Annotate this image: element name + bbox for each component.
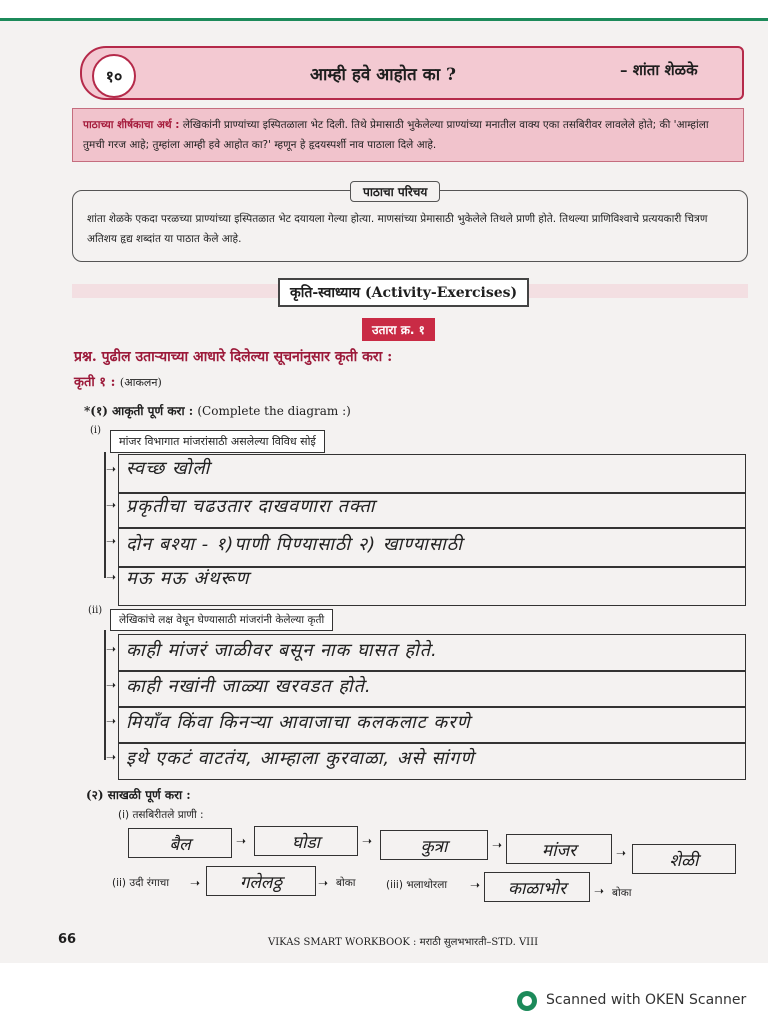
chain-answer: घोडा [292,832,320,853]
chain-i-label: (i) तसबिरीतले प्राणी : [118,809,204,821]
diagram-ii-answer: काही मांजरं जाळीवर बसून नाक घासत होते. [126,640,438,661]
intro-tag: पाठाचा परिचय [350,181,440,202]
lesson-number: १० [92,54,136,98]
instruction-complete-chain: (२) साखळी पूर्ण करा : [86,788,191,802]
chain-iii-end: बोका [612,887,632,899]
question-text: प्रश्न. पुढील उताऱ्याच्या आधारे दिलेल्या सूचनांनुसार कृती करा : [74,349,393,365]
chain-answer: शेळी [669,850,699,871]
book-footer: VIKAS SMART WORKBOOK : मराठी सुलभभारती–STD. VIII [268,937,539,948]
arrow-icon: ➝ [106,534,117,548]
scanner-watermark: Scanned with OKEN Scanner [546,992,747,1008]
meaning-text: लेखिकांनी प्राण्यांच्या इस्पितळाला भेट दिली. तिथे प्रेमासाठी भुकेलेल्या प्राण्यांच्या मनातील वाक्य एका तसबिरीवर लावलेले होते; की 'आम्हांला तुमची गरज आहे; तुम्हांला आम्ही हवे आहोत का?' म्हणून हे हृदयस्पर्शी नाव पाठाला दिले आहे. [83,119,709,151]
arrow-icon: ➝ [106,642,117,656]
kruti-number: कृती १ : [74,375,116,390]
diagram-i-answer: दोन बश्या - १)पाणी पिण्यासाठी २) खाण्यासाठी [126,534,463,555]
diagram-i-heading: मांजर विभागात मांजरांसाठी असलेल्या विविध सोई [110,430,325,453]
arrow-icon: ➝ [594,884,605,898]
scanner-logo-icon [516,990,538,1012]
passage-tag: उतारा क्र. १ [362,318,435,341]
meaning-heading: पाठाच्या शीर्षकाचा अर्थ : [83,119,180,131]
diagram-ii-answer: काही नखांनी जाळ्या खरवडत होते. [126,676,372,697]
arrow-icon: ➝ [492,838,503,852]
arrow-icon: ➝ [470,878,481,892]
diagram-i-answer: मऊ मऊ अंथरूण [126,568,250,589]
chain-box [380,830,488,860]
kruti-label [74,372,162,390]
instruction-complete-diagram [84,402,351,419]
chain-answer: कुत्रा [420,836,448,857]
arrow-icon: ➝ [106,750,117,764]
arrow-icon: ➝ [106,678,117,692]
diagram-i-answer: स्वच्छ खोली [126,458,211,479]
arrow-icon: ➝ [362,834,373,848]
diagram-i-label: (i) [90,425,102,436]
diagram-ii-label: (ii) [88,605,103,616]
arrow-icon: ➝ [106,570,117,584]
chain-answer: काळाभोर [507,878,567,899]
arrow-icon: ➝ [106,714,117,728]
chain-box [254,826,358,856]
chain-answer: मांजर [541,840,577,861]
chain-ii-end: बोका [336,877,356,889]
diagram-ii-heading: लेखिकांचे लक्ष वेधून घेण्यासाठी मांजरांनी केलेल्या कृती [110,609,333,631]
title-meaning-box [72,108,744,162]
lesson-author: – शांता शेळके [620,61,698,79]
page-number: 66 [58,932,77,947]
arrow-icon: ➝ [190,876,201,890]
lesson-title: आम्ही हवे आहोत का ? [310,65,457,85]
arrow-icon: ➝ [236,834,247,848]
chain-answer: गलेलठ्ठ [239,872,283,893]
arrow-icon: ➝ [318,876,329,890]
arrow-icon: ➝ [106,498,117,512]
instruction1-mr: *(१) आकृती पूर्ण करा : [84,404,194,418]
arrow-icon: ➝ [106,462,117,476]
chain-box [128,828,232,858]
kruti-sub: (आकलन) [119,376,162,389]
chain-box [206,866,316,896]
chain-box [632,844,736,874]
diagram-ii-answer: इथे एकटं वाटतंय, आम्हाला कुरवाळा, असे सांगणे [126,748,475,769]
intro-text: शांता शेळके एकदा परळच्या प्राण्यांच्या इस्पितळात भेट दयायला गेल्या होत्या. माणसांच्या प्रेमासाठी भुकेलेले तिथले प्राणी होते. तिथल्या प्राणिविश्वाचे प्रत्ययकारी चित्रण अतिशय हृद्य शब्दांत या पाठात केले आहे. [87,213,708,245]
instruction1-en: (Complete the diagram :) [197,404,351,418]
activity-heading: कृति-स्वाध्याय (Activity-Exercises) [278,278,529,307]
diagram-i-answer-box [118,454,746,494]
chain-answer: बैल [169,834,191,855]
diagram-i-answer: प्रकृतीचा चढउतार दाखवणारा तक्ता [126,496,376,517]
chain-box [484,872,590,902]
chain-box [506,834,612,864]
chain-ii-label: (ii) उदी रंगाचा [112,877,170,889]
diagram-ii-answer: मियाँव किंवा किनऱ्या आवाजाचा कलकलाट करणे [126,712,471,733]
chain-iii-label: (iii) भलाथोरला [386,879,448,891]
arrow-icon: ➝ [616,846,627,860]
